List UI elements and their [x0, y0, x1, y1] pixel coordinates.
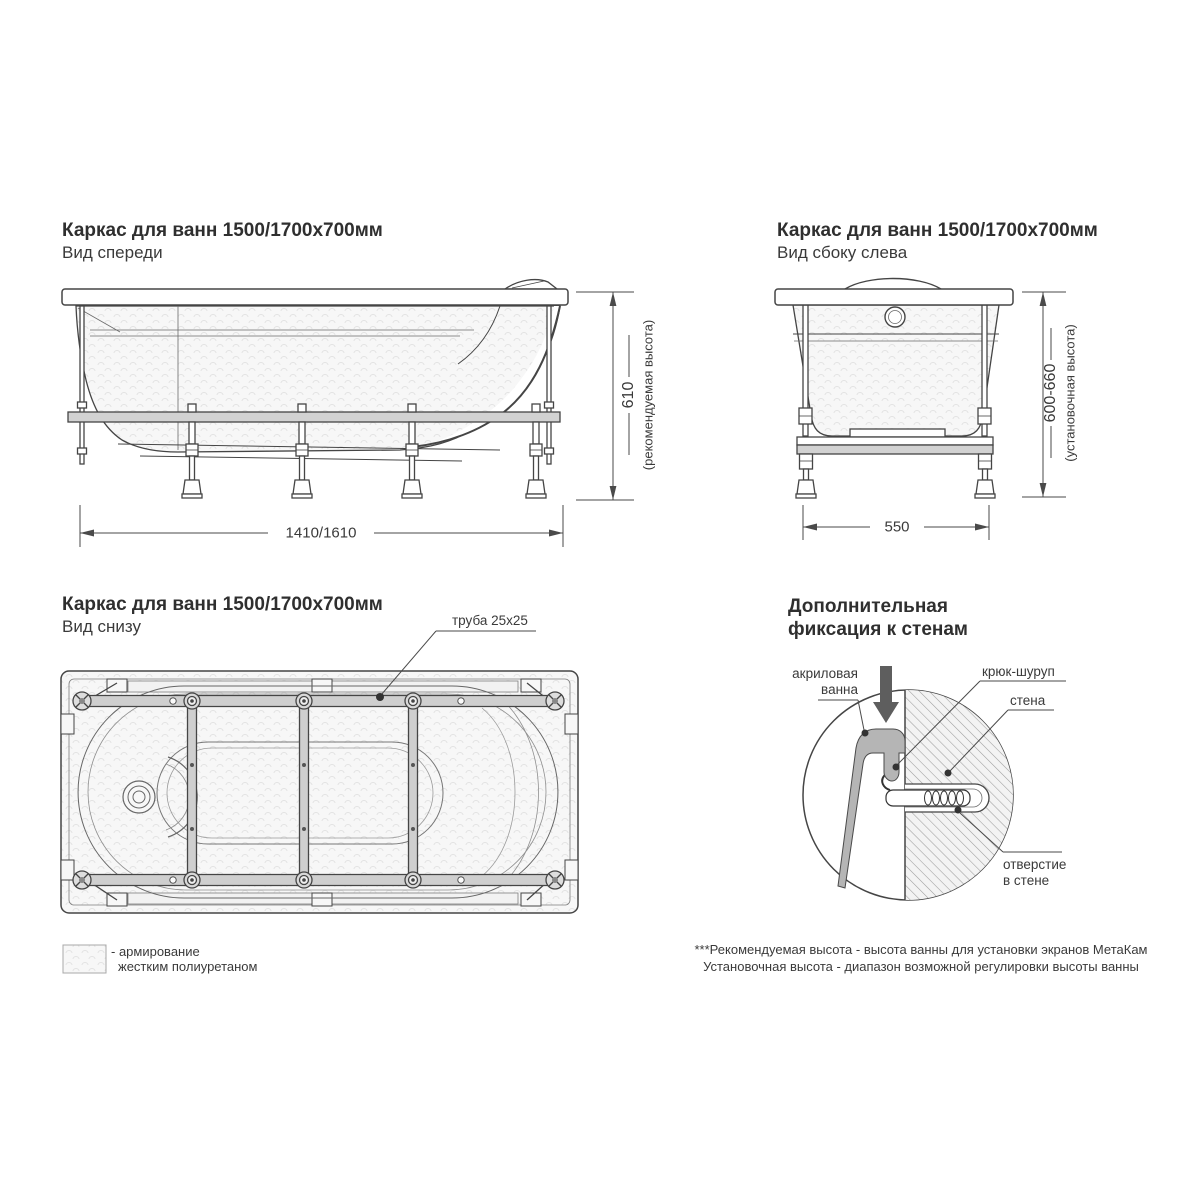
bottom-view-subtitle: Вид снизу	[62, 617, 141, 636]
side-height-dimension: 600-660	[1042, 363, 1059, 423]
wall-fixation-title-line1: Дополнительная	[788, 596, 948, 617]
acrylic-tub-label	[770, 666, 858, 698]
front-view-title: Каркас для ванн 1500/1700x700мм	[62, 220, 383, 241]
front-view-subtitle: Вид спереди	[62, 243, 163, 262]
footnote-line1: ***Рекомендуемая высота - высота ванны для установки экранов МетаКам	[694, 942, 1148, 957]
wall-fixation-title-block	[788, 595, 968, 641]
wall-hole-label-line2: в стене	[1003, 873, 1050, 888]
legend-line2: жестким полиуретаном	[118, 959, 258, 974]
legend-swatch	[63, 945, 106, 973]
wall-hole-label-line1: отверстие	[1003, 857, 1067, 872]
side-view-subtitle: Вид сбоку слева	[777, 243, 908, 262]
acrylic-tub-label-line1: акриловая	[792, 666, 858, 681]
acrylic-tub-label-line2: ванна	[821, 682, 858, 697]
hook-screw-label: крюк-шуруп	[982, 664, 1055, 679]
wall-fixation-title-line2: фиксация к стенам	[788, 619, 968, 640]
bottom-view-drawing	[61, 671, 578, 913]
front-height-note: (рекомендуемая высота)	[640, 319, 656, 471]
bottom-view-title-block	[62, 594, 383, 637]
front-view-title-block	[62, 220, 383, 263]
footnote-block	[660, 941, 1182, 975]
front-height-dimension: 610	[620, 381, 637, 409]
front-view-drawing	[62, 280, 568, 498]
legend-line1: - армирование	[111, 944, 200, 959]
side-height-note: (установочная высота)	[1062, 324, 1078, 462]
footnote-line2: Установочная высота - диапазон возможной регулировки высоты ванны	[703, 959, 1139, 974]
side-view-title-block	[777, 220, 1098, 263]
front-width-dimension: 1410/1610	[283, 525, 360, 542]
wall-label: стена	[1010, 693, 1046, 708]
tube-callout-label: труба 25x25	[452, 613, 528, 628]
bottom-view-title: Каркас для ванн 1500/1700x700мм	[62, 594, 383, 615]
side-width-dimension: 550	[881, 519, 912, 536]
side-view-title: Каркас для ванн 1500/1700x700мм	[777, 220, 1098, 241]
side-view-drawing	[775, 279, 1013, 499]
wall-hole-label	[1003, 857, 1066, 889]
